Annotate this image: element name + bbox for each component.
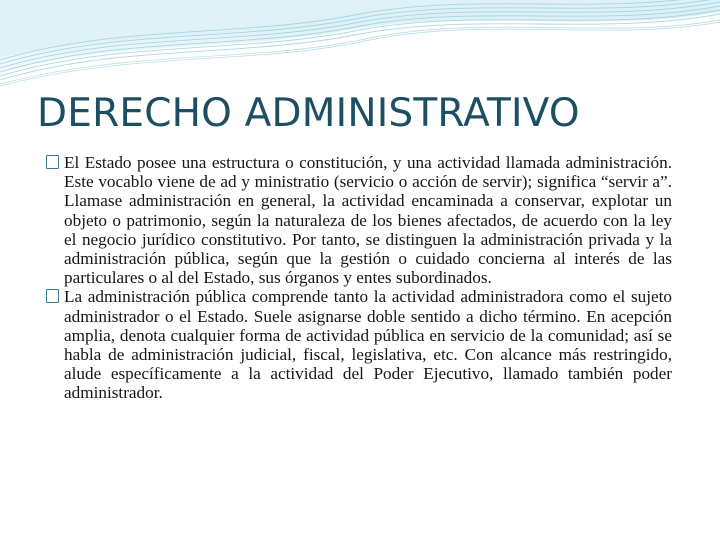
square-bullet-icon	[46, 289, 59, 303]
decorative-wave-header	[0, 0, 720, 90]
bullet-list	[46, 153, 672, 403]
bullet-text: La administración pública comprende tanto la actividad administradora como el sujeto administrador o el Estado. Suele asignarse doble sentido a dicho término. En acepción amplia, denota cualquier forma de actividad pública en servicio de la comunidad; así se habla de administración judicial, fiscal, legislativa, etc. Con alcance más restringido, alude específicamente a la actividad del Poder Ejecutivo, llamado también poder administrador.	[64, 287, 672, 403]
slide-title: DERECHO ADMINISTRATIVO	[37, 91, 580, 136]
bullet-text: El Estado posee una estructura o constitución, y una actividad llamada administración. Este vocablo viene de ad y ministratio (servicio o acción de servir); significa “servir a”. Llamase administración en general, la actividad encaminada a conservar, explotar un objeto o patrimonio, según la naturaleza de los bienes afectados, de acuerdo con la ley el negocio jurídico constitutivo. Por tanto, se distinguen la administración privada y la administración pública, según que la gestión o cuidado concierna al interés de las particulares o al del Estado, sus órganos y entes subordinados.	[64, 153, 672, 288]
square-bullet-icon	[46, 155, 59, 169]
bullet-item	[46, 153, 672, 287]
bullet-item	[46, 287, 672, 402]
